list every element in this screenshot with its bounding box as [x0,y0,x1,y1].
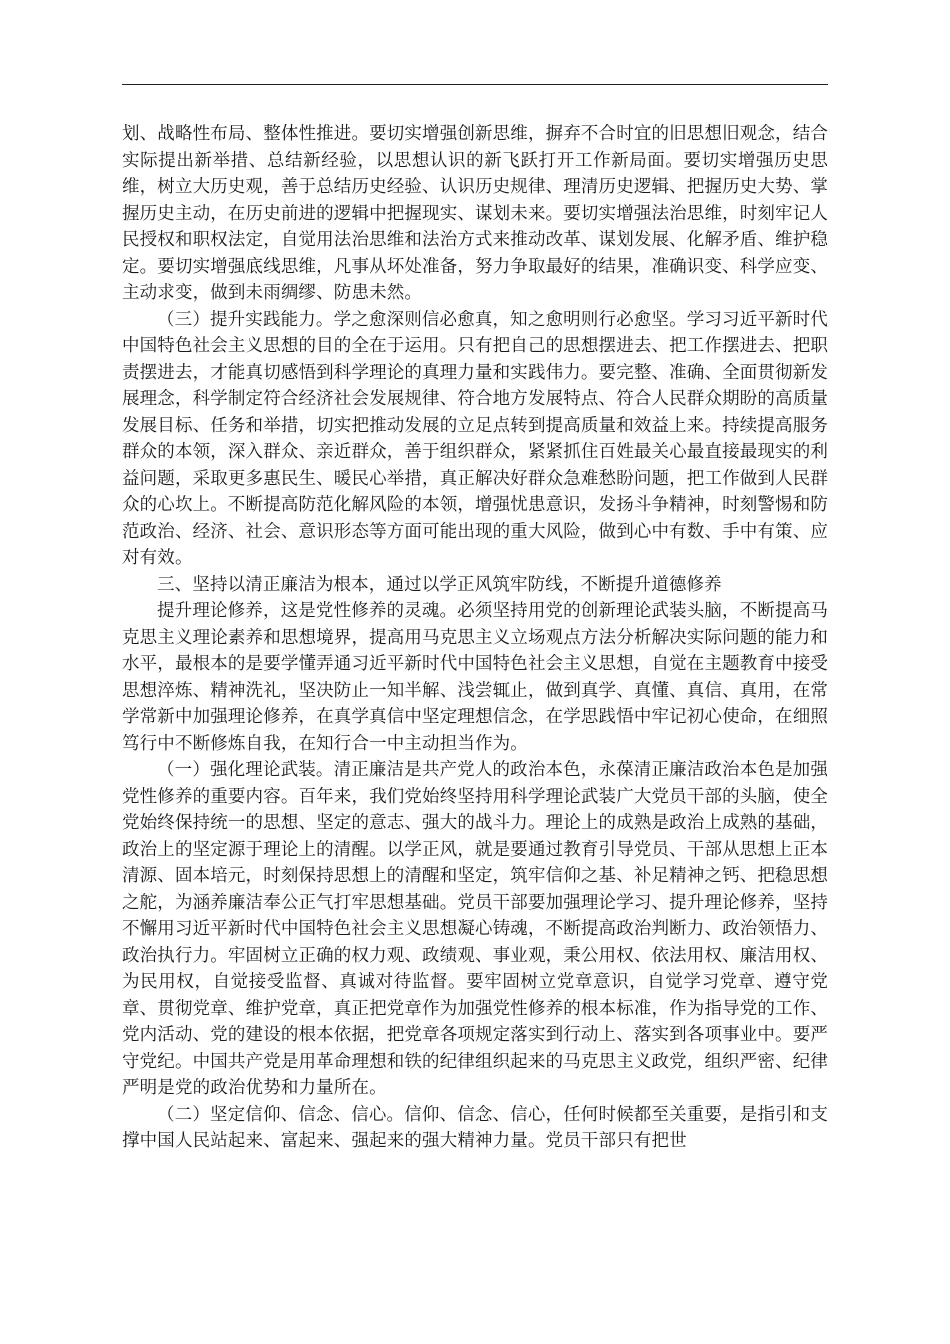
header-rule [122,84,828,85]
paragraph-theory-cultivation: 提升理论修养，这是党性修养的灵魂。必须坚持用党的创新理论武装头脑，不断提高马克思主义理论素养和思想境界，提高用马克思主义立场观点方法分析解决实际问题的能力和水平，最根本的是要学懂弄通习近平新时代中国特色社会主义思想，自觉在主题教育中接受思想淬炼、精神洗礼，坚决防止一知半解、浅尝辄止，做到真学、真懂、真信、真用，在常学常新中加强理论修养，在真学真信中坚定理想信念，在学思践悟中牢记初心使命，在细照笃行中不断修炼自我，在知行合一中主动担当作为。 [122,601,828,754]
paragraph-theory-arming: （一）强化理论武装。清正廉洁是共产党人的政治本色，永葆清正廉洁政治本色是加强党性修养的重要内容。百年来，我们党始终坚持用科学理论武装广大党员干部的头脑，使全党始终保持统一的思想、坚定的意志、强大的战斗力。理论上的成熟是政治上成熟的基础，政治上的坚定源于理论上的清醒。以学正风，就是要通过教育引导党员、干部从思想上正本清源、固本培元，时刻保持思想上的清醒和坚定，筑牢信仰之基、补足精神之钙、把稳思想之舵，为涵养廉洁奉公正气打牢思想基础。党员干部要加强理论学习、提升理论修养，坚持不懈用习近平新时代中国特色社会主义思想凝心铸魂，不断提高政治判断力、政治领悟力、政治执行力。牢固树立正确的权力观、政绩观、事业观，秉公用权、依法用权、廉洁用权、为民用权，自觉接受监督、真诚对待监督。要牢固树立党章意识，自觉学习党章、遵守党章、贯彻党章、维护党章，真正把党章作为加强党性修养的根本标准，作为指导党的工作、党内活动、党的建设的根本依据，把党章各项规定落实到行动上、落实到各项事业中。要严守党纪。中国共产党是用革命理想和铁的纪律组织起来的马克思主义政党，组织严密、纪律严明是党的政治优势和力量所在。 [122,760,828,1098]
paragraph-faith-belief: （二）坚定信仰、信念、信心。信仰、信念、信心，任何时候都至关重要，是指引和支撑中国人民站起来、富起来、强起来的强大精神力量。党员干部只有把世 [122,1104,828,1151]
document-body [122,121,828,1155]
paragraph-continuation: 划、战略性布局、整体性推进。要切实增强创新思维，摒弃不合时宜的旧思想旧观念，结合实际提出新举措、总结新经验，以思想认识的新飞跃打开工作新局面。要切实增强历史思维，树立大历史观，善于总结历史经验、认识历史规律、理清历史逻辑、把握历史大势、掌握历史主动，在历史前进的逻辑中把握现实、谋划未来。要切实增强法治思维，时刻牢记人民授权和职权法定，自觉用法治思维和法治方式来推动改革、谋划发展、化解矛盾、维护稳定。要切实增强底线思维，凡事从坏处准备，努力争取最好的结果，准确识变、科学应变、主动求变，做到未雨绸缪、防患未然。 [122,124,828,303]
paragraph-practice-ability: （三）提升实践能力。学之愈深则信必愈真，知之愈明则行必愈坚。学习习近平新时代中国特色社会主义思想的目的全在于运用。只有把自己的思想摆进去、把工作摆进去、把职责摆进去，才能真切感悟到科学理论的真理力量和实践伟力。要完整、准确、全面贯彻新发展理念，科学制定符合经济社会发展规律、符合地方发展特点、符合人民群众期盼的高质量发展目标、任务和举措，切实把推动发展的立足点转到提高质量和效益上来。持续提高服务群众的本领，深入群众、亲近群众，善于组织群众，紧紧抓住百姓最关心最直接最现实的利益问题，采取更多惠民生、暖民心举措，真正解决好群众急难愁盼问题，把工作做到人民群众的心坎上。不断提高防范化解风险的本领，增强忧患意识，发扬斗争精神，时刻警惕和防范政治、经济、社会、意识形态等方面可能出现的重大风险，做到心中有数、手中有策、应对有效。 [122,309,828,568]
section-heading-three: 三、坚持以清正廉洁为根本，通过以学正风筑牢防线，不断提升道德修养 [157,574,722,595]
